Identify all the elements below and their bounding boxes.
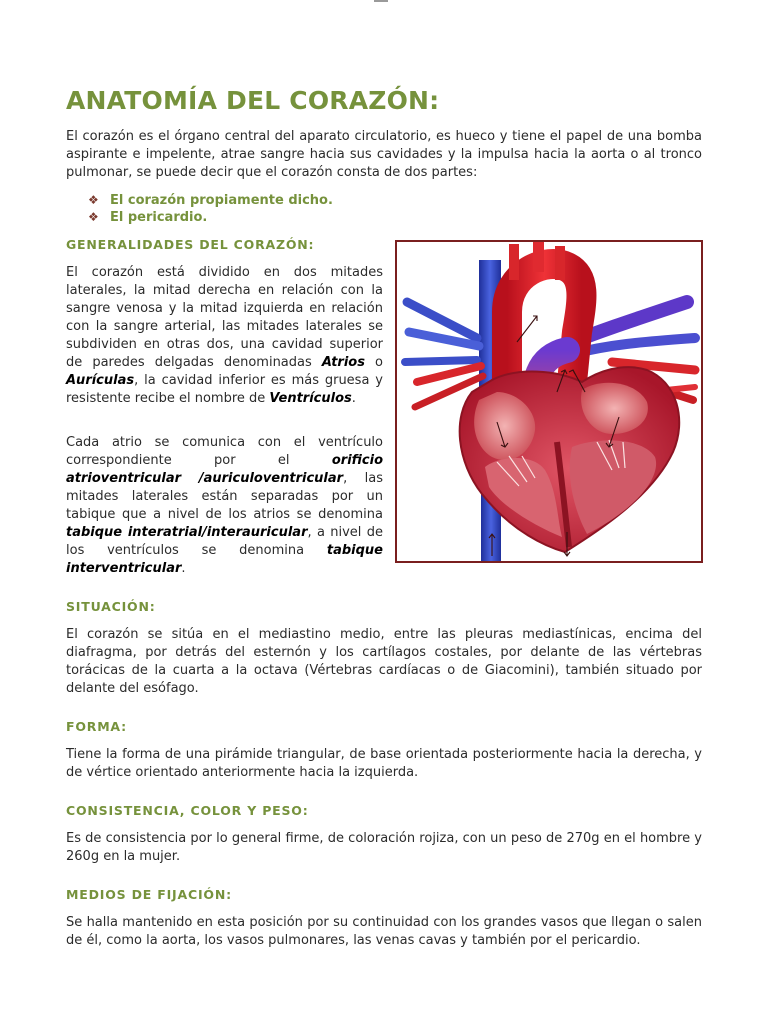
section-title-fijacion: MEDIOS DE FIJACIÓN:	[66, 887, 232, 902]
list-item	[88, 192, 333, 209]
generalidades-paragraph-2: Cada atrio se comunica con el ventrículo correspondiente por el orificio atrioventricular /auriculoventricular, las mitades laterales están separadas por un tabique que a nivel de los atrios se denomina tabique interatrial/interauricular, a nivel de los ventrículos se denomina tabique interventricular.	[66, 435, 383, 576]
intro-paragraph: El corazón es el órgano central del aparato circulatorio, es hueco y tiene el papel de una bomba aspirante e impelente, atrae sangre hacia sus cavidades y la impulsa hacia la aorta o al tronco pulmonar, se puede decir que el corazón consta de dos partes:	[66, 129, 702, 180]
list-item-text: El corazón propiamente dicho.	[110, 193, 333, 208]
forma-paragraph: Tiene la forma de una pirámide triangular, de base orientada posteriormente hacia la derecha, y de vértice orientado anteriormente hacia la izquierda.	[66, 747, 702, 780]
page-top-mark	[374, 0, 388, 2]
heart-illustration	[395, 240, 703, 563]
section-title-generalidades: GENERALIDADES DEL CORAZÓN:	[66, 237, 315, 252]
diamond-bullet-icon: ❖	[88, 193, 99, 207]
section-title-consistencia: CONSISTENCIA, COLOR Y PESO:	[66, 803, 309, 818]
section-title-forma: FORMA:	[66, 719, 127, 734]
diamond-bullet-icon: ❖	[88, 210, 99, 224]
list-item	[88, 209, 333, 226]
list-item-text: El pericardio.	[110, 210, 208, 225]
generalidades-paragraph-1: El corazón está dividido en dos mitades laterales, la mitad derecha en relación con la sangre venosa y la mitad izquierda en relación con la sangre arterial, las mitades laterales se subdividen en otras dos, una cavidad superior de paredes delgadas denominadas Atrios o Aurículas, la cavidad inferior es más gruesa y resistente recibe el nombre de Ventrículos.	[66, 265, 383, 406]
heart-anatomy-icon	[397, 242, 701, 561]
fijacion-paragraph: Se halla mantenido en esta posición por su continuidad con los grandes vasos que llegan o salen de él, como la aorta, los vasos pulmonares, las venas cavas y también por el pericardio.	[66, 915, 702, 948]
situacion-paragraph: El corazón se sitúa en el mediastino medio, entre las pleuras mediastínicas, encima del diafragma, por detrás del esternón y los cartílagos costales, por delante de las vértebras torácicas de la cuarta a la octava (Vértebras cardíacas o de Giacomini), también situado por delante del esófago.	[66, 627, 702, 696]
section-title-situacion: SITUACIÓN:	[66, 599, 156, 614]
parts-list	[88, 192, 333, 226]
consistencia-paragraph: Es de consistencia por lo general firme, de coloración rojiza, con un peso de 270g en el hombre y 260g en la mujer.	[66, 831, 702, 864]
page-title: ANATOMÍA DEL CORAZÓN:	[66, 86, 440, 115]
